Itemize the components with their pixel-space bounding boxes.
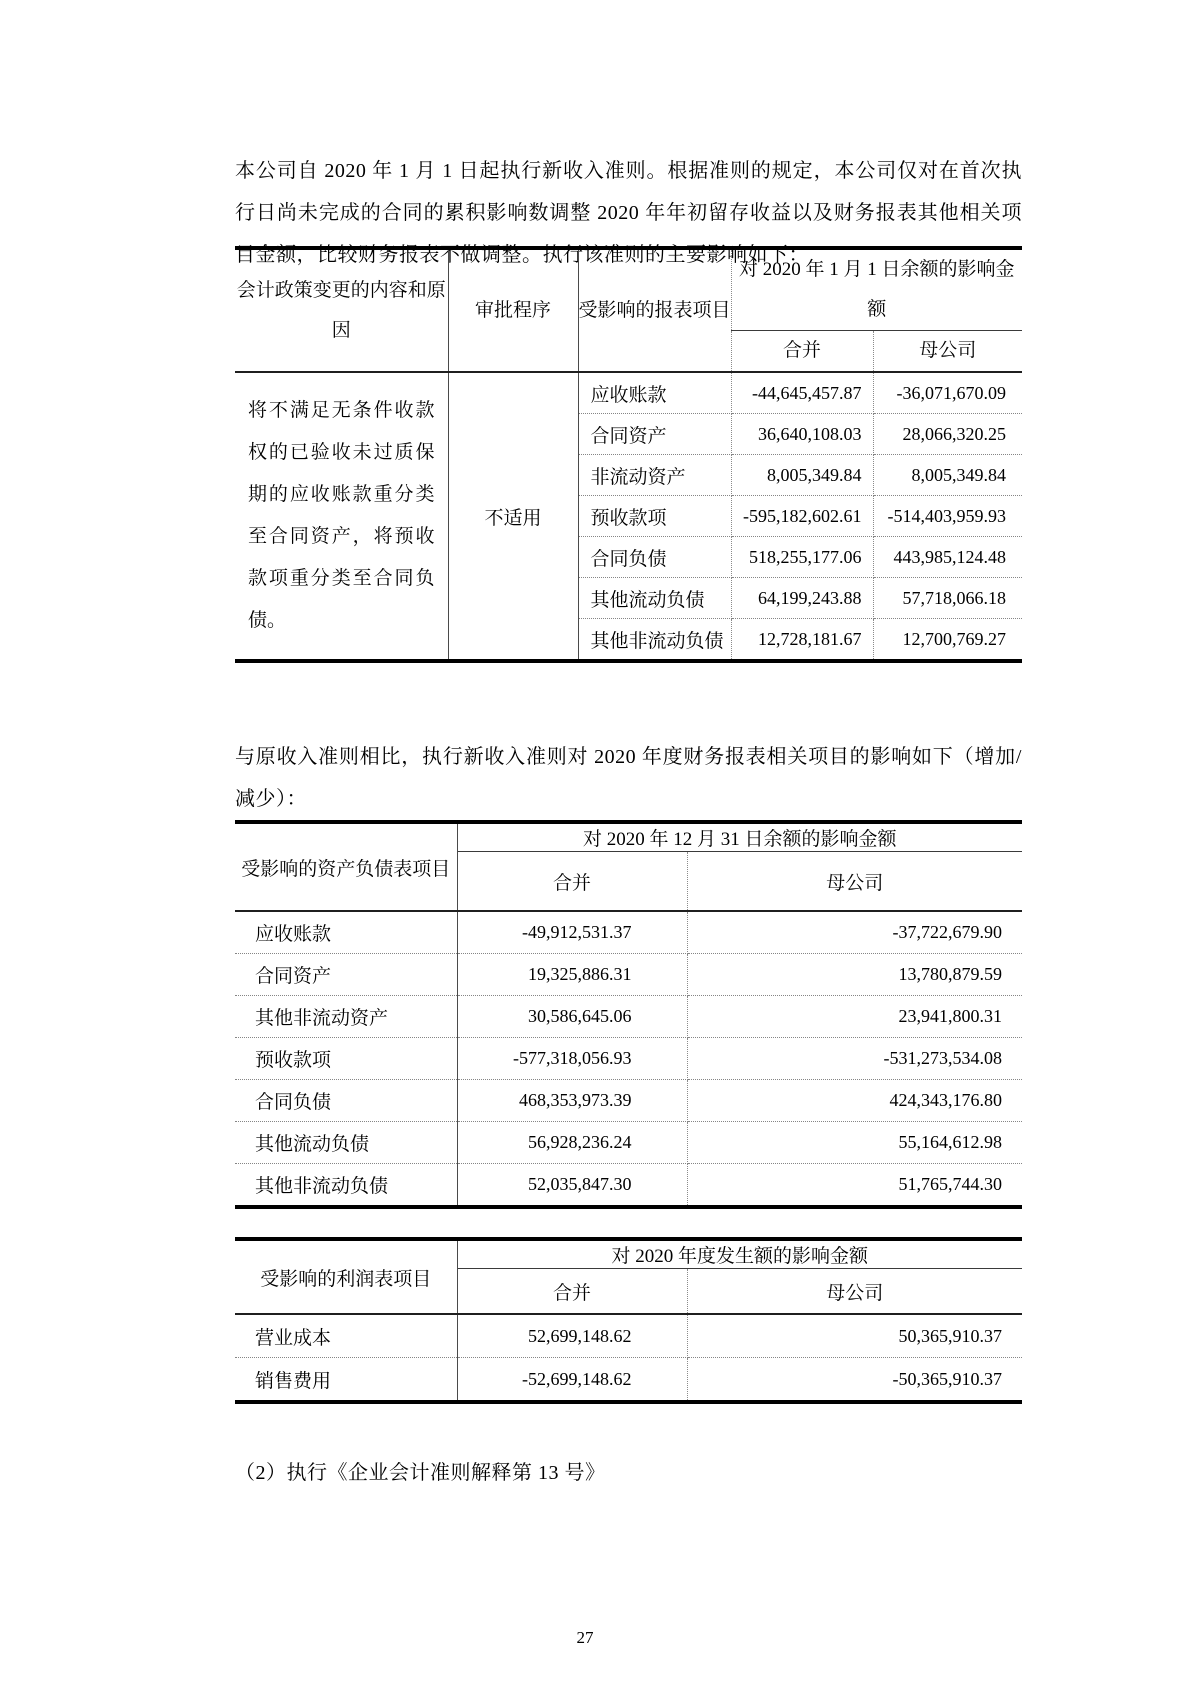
parent-value: 57,718,066.18 <box>873 578 1022 619</box>
table-row <box>235 1314 1022 1358</box>
middle-paragraph: 与原收入准则相比，执行新收入准则对 2020 年度财务报表相关项目的影响如下（增加/减少）： <box>235 746 1022 810</box>
t1-change-description: 将不满足无条件收款权的已验收未过质保期的应收账款重分类至合同资产，将预收款项重分类至合同负债。 <box>235 372 448 661</box>
parent-value: -36,071,670.09 <box>873 372 1022 414</box>
consolidated-value: 30,586,645.06 <box>457 996 687 1038</box>
t2-header-consolidated: 合并 <box>457 852 687 912</box>
parent-value: 424,343,176.80 <box>687 1080 1022 1122</box>
item-cell: 其他流动负债 <box>235 1122 457 1164</box>
parent-value: 28,066,320.25 <box>873 414 1022 455</box>
item-cell: 非流动资产 <box>578 455 731 496</box>
item-cell: 其他非流动负债 <box>578 619 731 662</box>
table-row <box>235 1038 1022 1080</box>
consolidated-value: 12,728,181.67 <box>731 619 873 662</box>
t1-header-change-content: 会计政策变更的内容和原因 <box>235 248 448 372</box>
consolidated-value: 19,325,886.31 <box>457 954 687 996</box>
t2-header-impact-group: 对 2020 年 12 月 31 日余额的影响金额 <box>457 822 1022 852</box>
item-cell: 其他非流动负债 <box>235 1164 457 1208</box>
t2-header-parent: 母公司 <box>687 852 1022 912</box>
parent-value: 8,005,349.84 <box>873 455 1022 496</box>
consolidated-value: -577,318,056.93 <box>457 1038 687 1080</box>
item-cell: 预收款项 <box>578 496 731 537</box>
parent-value: 55,164,612.98 <box>687 1122 1022 1164</box>
parent-value: -37,722,679.90 <box>687 911 1022 954</box>
intro-paragraph: 本公司自 2020 年 1 月 1 日起执行新收入准则。根据准则的规定，本公司仅对在首次执行日尚未完成的合同的累积影响数调整 2020 年年初留存收益以及财务报表其他相关项目金额，比较财务报表不做调整。执行该准则的主要影响如下： <box>235 160 1022 266</box>
parent-value: 50,365,910.37 <box>687 1314 1022 1358</box>
table-row <box>235 1122 1022 1164</box>
item-cell: 其他非流动资产 <box>235 996 457 1038</box>
consolidated-value: 64,199,243.88 <box>731 578 873 619</box>
t3-header-impact-group: 对 2020 年度发生额的影响金额 <box>457 1239 1022 1269</box>
t3-header-affected-item: 受影响的利润表项目 <box>235 1239 457 1314</box>
parent-value: 23,941,800.31 <box>687 996 1022 1038</box>
consolidated-value: -49,912,531.37 <box>457 911 687 954</box>
table-row <box>235 996 1022 1038</box>
t1-header-impact-group: 对 2020 年 1 月 1 日余额的影响金额 <box>731 248 1022 331</box>
table-row <box>235 1358 1022 1403</box>
parent-value: -514,403,959.93 <box>873 496 1022 537</box>
t1-header-parent: 母公司 <box>873 331 1022 373</box>
parent-value: -50,365,910.37 <box>892 1368 1003 1389</box>
table-row <box>235 1080 1022 1122</box>
policy-change-table <box>235 246 1022 663</box>
item-cell: 销售费用 <box>235 1358 457 1403</box>
parent-value: -531,273,534.08 <box>687 1038 1022 1080</box>
consolidated-value: -44,645,457.87 <box>731 372 873 414</box>
parent-value: 51,765,744.30 <box>898 1174 1003 1194</box>
parent-value: 13,780,879.59 <box>687 954 1022 996</box>
income-statement-impact-table <box>235 1237 1022 1404</box>
consolidated-value: 518,255,177.06 <box>731 537 873 578</box>
t1-header-approval: 审批程序 <box>448 248 578 372</box>
item-cell: 应收账款 <box>235 911 457 954</box>
item-cell: 预收款项 <box>235 1038 457 1080</box>
consolidated-value: -595,182,602.61 <box>731 496 873 537</box>
table-row <box>235 911 1022 954</box>
consolidated-value: 52,035,847.30 <box>457 1164 687 1208</box>
t2-header-affected-item: 受影响的资产负债表项目 <box>235 822 457 911</box>
consolidated-value: 52,699,148.62 <box>457 1314 687 1358</box>
parent-value: 443,985,124.48 <box>873 537 1022 578</box>
item-cell: 合同资产 <box>578 414 731 455</box>
t1-approval-value: 不适用 <box>448 372 578 661</box>
item-cell: 合同负债 <box>235 1080 457 1122</box>
balance-sheet-impact-table <box>235 820 1022 1209</box>
table-row <box>235 1164 1022 1208</box>
consolidated-value: 36,640,108.03 <box>731 414 873 455</box>
item-cell: 应收账款 <box>578 372 731 414</box>
t3-header-parent: 母公司 <box>687 1269 1022 1315</box>
table-row <box>235 954 1022 996</box>
t1-header-consolidated: 合并 <box>731 331 873 373</box>
item-cell: 其他流动负债 <box>578 578 731 619</box>
page-number: 27 <box>576 1628 594 1647</box>
consolidated-value: -52,699,148.62 <box>457 1358 687 1403</box>
item-cell: 合同资产 <box>235 954 457 996</box>
table-row <box>235 372 1022 414</box>
consolidated-value: 56,928,236.24 <box>457 1122 687 1164</box>
footnote: （2）执行《企业会计准则解释第 13 号》 <box>235 1462 606 1484</box>
t1-header-affected-item: 受影响的报表项目 <box>578 248 731 372</box>
item-cell: 营业成本 <box>235 1314 457 1358</box>
consolidated-value: 468,353,973.39 <box>457 1080 687 1122</box>
t3-header-consolidated: 合并 <box>457 1269 687 1315</box>
consolidated-value: 8,005,349.84 <box>731 455 873 496</box>
item-cell: 合同负债 <box>578 537 731 578</box>
parent-value: 12,700,769.27 <box>902 628 1007 649</box>
